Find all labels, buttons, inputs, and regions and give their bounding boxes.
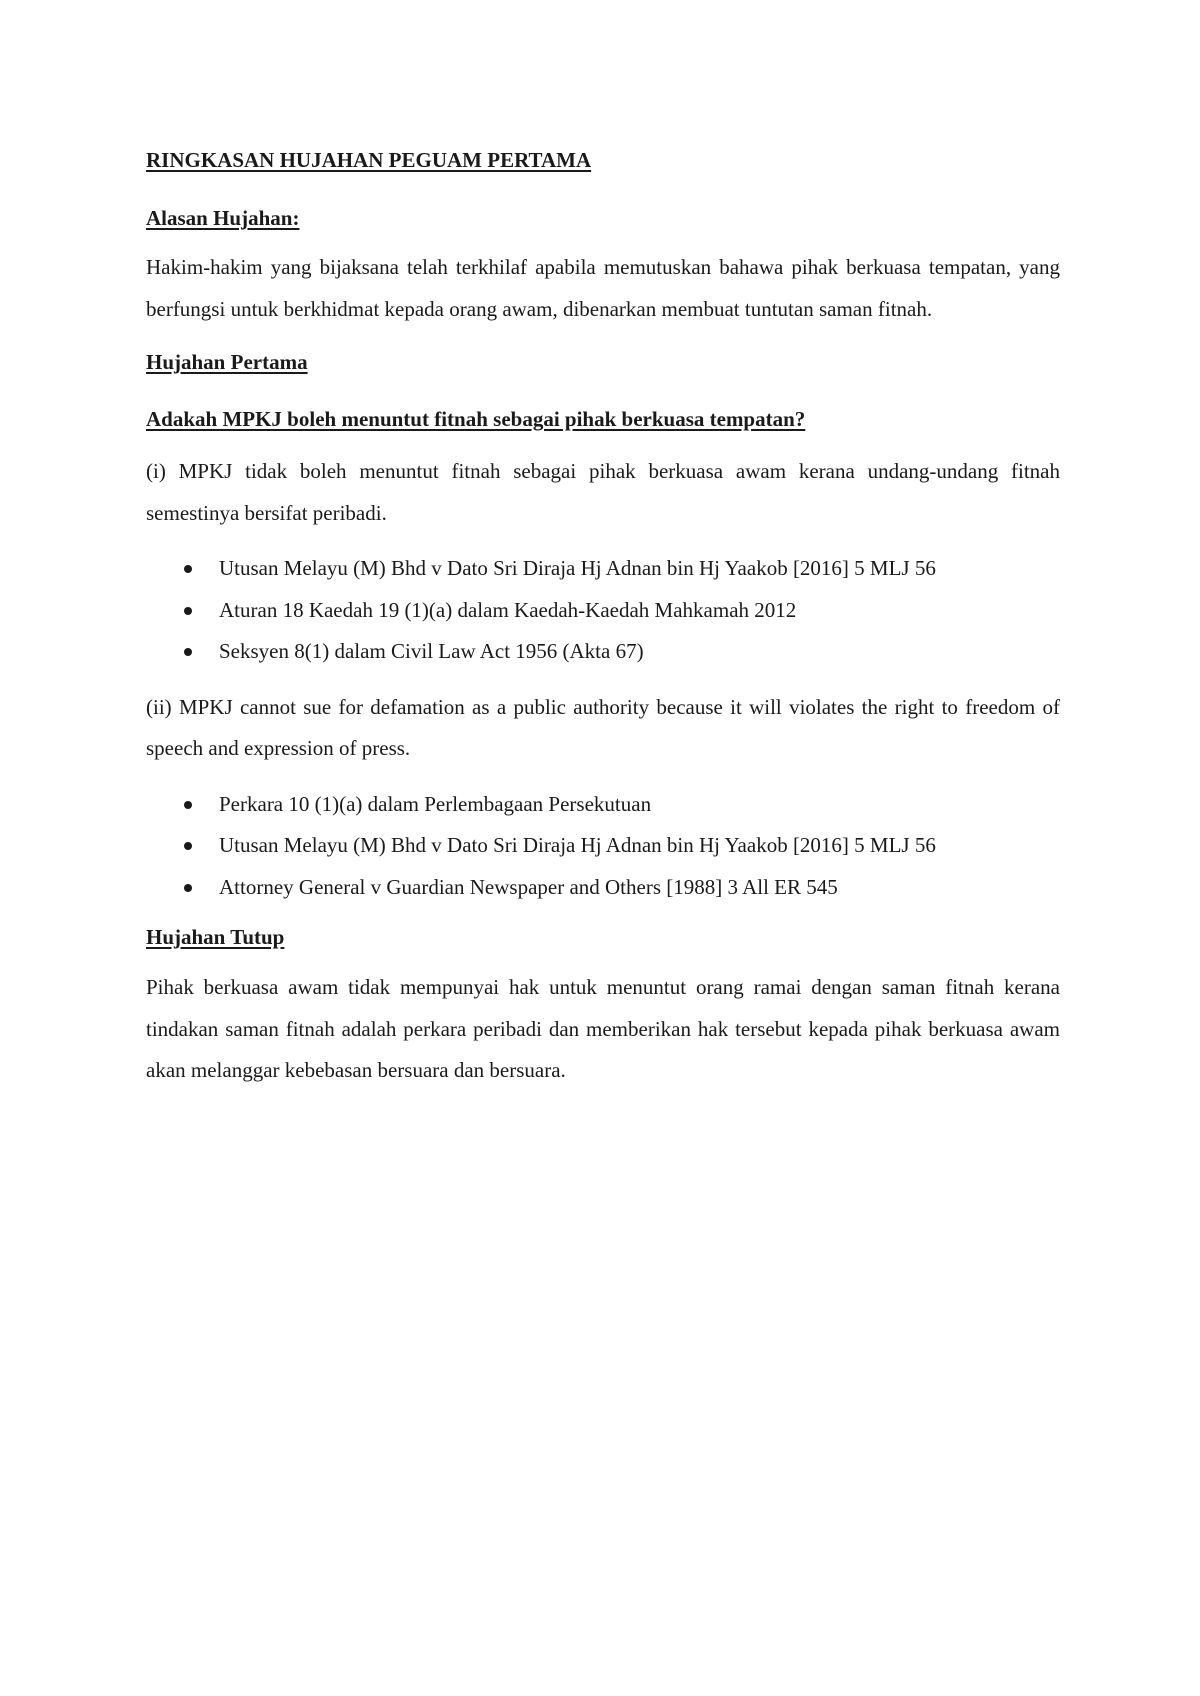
- hujahan-pertama-heading: Hujahan Pertama: [146, 350, 308, 374]
- bullet-icon: [184, 607, 192, 615]
- reference-text: Utusan Melayu (M) Bhd v Dato Sri Diraja Hj Adnan bin Hj Yaakob [2016] 5 MLJ 56: [219, 556, 936, 580]
- reference-text: Perkara 10 (1)(a) dalam Perlembagaan Persekutuan: [219, 791, 652, 816]
- point-ii-paragraph: (ii) MPKJ cannot sue for defamation as a public authority because it will violates the right to freedom of speech and expression of press.: [146, 694, 1060, 760]
- reference-text: Utusan Melayu (M) Bhd v Dato Sri Diraja Hj Adnan bin Hj Yaakob [2016] 5 MLJ 56: [219, 833, 936, 857]
- reference-text: Seksyen 8(1) dalam Civil Law Act 1956 (Akta 67): [219, 639, 644, 663]
- list-item: [146, 867, 1060, 909]
- list-item: [146, 631, 1060, 673]
- document-title: RINGKASAN HUJAHAN PEGUAM PERTAMA: [146, 148, 592, 172]
- reference-text: Attorney General v Guardian Newspaper and Others [1988] 3 All ER 545: [219, 874, 838, 899]
- hujahan-tutup-heading: Hujahan Tutup: [146, 925, 285, 949]
- hujahan-tutup-paragraph: Pihak berkuasa awam tidak mempunyai hak untuk menuntut orang ramai dengan saman fitnah kerana tindakan saman fitnah adalah perkara peribadi dan memberikan hak tersebut kepada pihak berkuasa awam akan melanggar kebebasan bersuara dan bersuara.: [146, 975, 1060, 1082]
- list-item: [146, 784, 1060, 826]
- bullet-icon: [184, 565, 192, 573]
- alasan-paragraph: Hakim-hakim yang bijaksana telah terkhilaf apabila memutuskan bahawa pihak berkuasa tempatan, yang berfungsi untuk berkhidmat kepada orang awam, dibenarkan membuat tuntutan saman fitnah.: [146, 255, 1060, 321]
- bullet-icon: [184, 648, 192, 656]
- reference-text: Aturan 18 Kaedah 19 (1)(a) dalam Kaedah-Kaedah Mahkamah 2012: [219, 597, 797, 622]
- bullet-icon: [184, 801, 192, 809]
- bullet-icon: [184, 884, 192, 892]
- point-i-paragraph: (i) MPKJ tidak boleh menuntut fitnah sebagai pihak berkuasa awam kerana undang-undang fitnah semestinya bersifat peribadi.: [146, 459, 1060, 525]
- list-item: [146, 825, 1060, 867]
- bullet-icon: [184, 842, 192, 850]
- question-heading: Adakah MPKJ boleh menuntut fitnah sebagai pihak berkuasa tempatan?: [146, 407, 806, 431]
- list-item: [146, 548, 1060, 590]
- point-i-references: [146, 548, 1060, 673]
- list-item: [146, 590, 1060, 632]
- alasan-heading: Alasan Hujahan:: [146, 206, 300, 230]
- point-ii-references: [146, 784, 1060, 909]
